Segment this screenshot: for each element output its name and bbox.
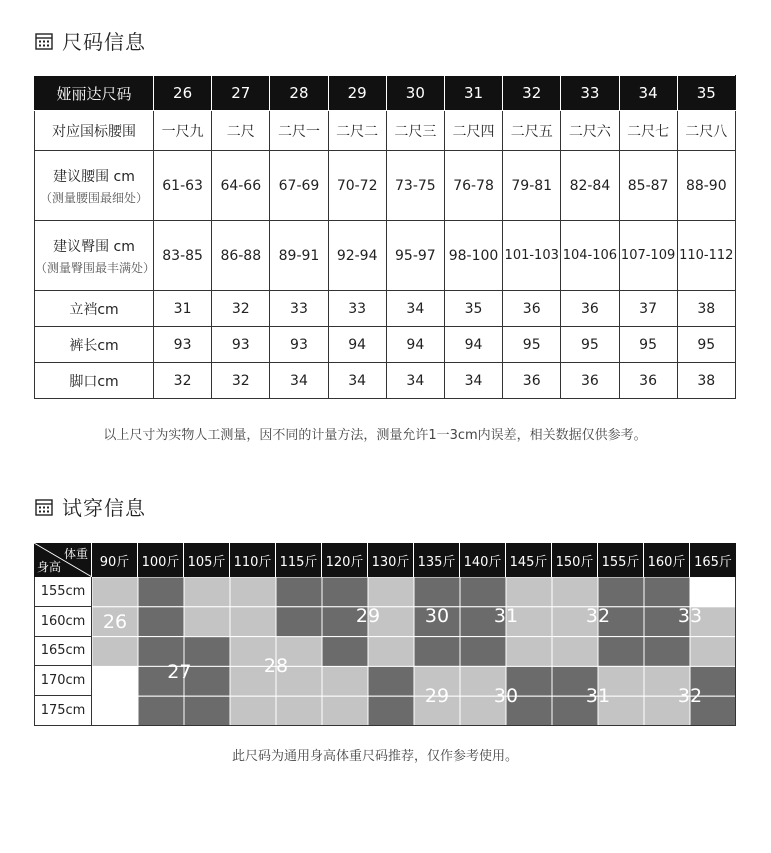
height-row-label: 170cm <box>34 666 92 696</box>
fit-info-title: 试穿信息 <box>62 496 146 520</box>
table-cell: 36 <box>503 363 561 399</box>
fit-cell <box>414 577 460 607</box>
fit-note: 此尺码为通用身高体重尺码推荐，仅作参考使用。 <box>231 749 518 764</box>
table-cell: 二尺七 <box>619 111 677 151</box>
table-cell: 36 <box>561 291 619 327</box>
table-cell: 32 <box>154 363 212 399</box>
fit-size-label: 28 <box>263 655 289 678</box>
size-header-cell: 35 <box>677 76 735 111</box>
size-header-cell: 32 <box>503 76 561 111</box>
weight-header: 140斤 <box>460 543 506 577</box>
table-cell: 104-106 <box>561 221 619 291</box>
fit-cell <box>276 607 322 637</box>
table-cell: 61-63 <box>154 151 212 221</box>
weight-header: 130斤 <box>368 543 414 577</box>
fit-cell <box>230 577 276 607</box>
table-cell: 33 <box>270 291 328 327</box>
size-note: 以上尺寸为实物人工测量，因不同的计量方法，测量允许1一3cm内误差，相关数据仅供参考。 <box>103 428 647 443</box>
table-cell: 82-84 <box>561 151 619 221</box>
table-cell: 89-91 <box>270 221 328 291</box>
row-label <box>35 111 154 151</box>
table-cell: 98-100 <box>444 221 502 291</box>
fit-cell <box>92 637 138 667</box>
size-header-cell: 27 <box>212 76 270 111</box>
calendar-icon <box>34 31 54 51</box>
table-cell: 93 <box>270 327 328 363</box>
table-cell: 94 <box>386 327 444 363</box>
table-cell: 33 <box>328 291 386 327</box>
table-cell: 94 <box>444 327 502 363</box>
fit-size-label: 30 <box>493 685 519 708</box>
table-cell: 36 <box>619 363 677 399</box>
fit-cell <box>322 666 368 696</box>
table-cell: 110-112 <box>677 221 735 291</box>
table-row <box>35 327 736 363</box>
row-label <box>35 291 154 327</box>
fit-cell <box>138 607 184 637</box>
fit-cell <box>644 637 690 667</box>
fit-info-heading <box>34 492 146 521</box>
fit-cell <box>552 577 598 607</box>
table-cell: 34 <box>386 363 444 399</box>
row-label-text: 立裆cm <box>69 301 119 318</box>
weight-header: 110斤 <box>230 543 276 577</box>
weight-header: 105斤 <box>184 543 230 577</box>
table-cell: 95 <box>561 327 619 363</box>
table-cell: 93 <box>154 327 212 363</box>
size-header-cell: 29 <box>328 76 386 111</box>
fit-cell <box>506 637 552 667</box>
fit-cell <box>138 696 184 726</box>
row-label-hint: （测量臀围最丰满处） <box>35 260 156 275</box>
table-row <box>35 291 736 327</box>
size-header-cell: 26 <box>154 76 212 111</box>
fit-cell <box>368 577 414 607</box>
fit-cell <box>460 637 506 667</box>
table-cell: 95-97 <box>386 221 444 291</box>
fit-cell <box>644 577 690 607</box>
table-cell: 64-66 <box>212 151 270 221</box>
size-header-cell: 33 <box>561 76 619 111</box>
table-row <box>35 151 736 221</box>
table-cell: 34 <box>386 291 444 327</box>
corner-height-label: 身高 <box>37 560 62 574</box>
weight-header: 90斤 <box>92 543 138 577</box>
fit-cell <box>506 577 552 607</box>
weight-header: 160斤 <box>644 543 690 577</box>
corner-weight-label: 体重 <box>63 547 88 561</box>
table-cell: 34 <box>270 363 328 399</box>
table-cell: 二尺五 <box>503 111 561 151</box>
fit-size-label: 29 <box>355 604 381 627</box>
weight-header: 165斤 <box>690 543 736 577</box>
fit-size-label: 29 <box>424 685 450 708</box>
table-cell: 73-75 <box>386 151 444 221</box>
fit-cell <box>322 637 368 667</box>
fit-cell <box>368 637 414 667</box>
table-cell: 95 <box>503 327 561 363</box>
fit-size-label: 34 <box>746 625 771 648</box>
table-cell: 二尺三 <box>386 111 444 151</box>
fit-size-label: 30 <box>424 604 450 627</box>
table-cell: 86-88 <box>212 221 270 291</box>
size-info-title: 尺码信息 <box>62 30 146 54</box>
fit-size-label: 32 <box>585 604 611 627</box>
table-cell: 二尺 <box>212 111 270 151</box>
table-cell: 32 <box>212 291 270 327</box>
calendar-icon <box>34 497 54 517</box>
table-cell: 36 <box>503 291 561 327</box>
row-label-hint: （测量腰围最细处） <box>39 190 148 205</box>
fit-cell <box>184 607 230 637</box>
fit-size-label: 31 <box>585 685 611 708</box>
row-label <box>35 363 154 399</box>
table-cell: 34 <box>328 363 386 399</box>
height-row-label: 175cm <box>34 696 92 726</box>
table-cell: 67-69 <box>270 151 328 221</box>
table-cell: 85-87 <box>619 151 677 221</box>
fit-cell <box>552 637 598 667</box>
table-cell: 79-81 <box>503 151 561 221</box>
table-cell: 36 <box>561 363 619 399</box>
fit-cell <box>92 577 138 607</box>
table-cell: 32 <box>212 363 270 399</box>
row-label <box>35 327 154 363</box>
size-info-heading <box>34 26 146 55</box>
size-header-cell: 31 <box>444 76 502 111</box>
weight-header: 145斤 <box>506 543 552 577</box>
fit-cell <box>276 577 322 607</box>
table-cell: 二尺一 <box>270 111 328 151</box>
size-header-cell: 34 <box>619 76 677 111</box>
fit-size-label: 31 <box>493 604 519 627</box>
row-label-text: 裤长cm <box>69 337 119 354</box>
weight-header: 150斤 <box>552 543 598 577</box>
row-label-text: 建议腰围 cm <box>53 168 135 185</box>
fit-cell <box>598 637 644 667</box>
weight-header: 155斤 <box>598 543 644 577</box>
row-label-text: 对应国标腰围 <box>52 123 136 140</box>
table-cell: 107-109 <box>619 221 677 291</box>
weight-header: 120斤 <box>322 543 368 577</box>
fit-size-label: 27 <box>167 661 192 684</box>
table-cell: 95 <box>677 327 735 363</box>
table-cell: 76-78 <box>444 151 502 221</box>
table-row <box>35 111 736 151</box>
row-label <box>35 151 154 221</box>
fit-size-label: 33 <box>677 604 703 627</box>
table-row <box>35 221 736 291</box>
table-cell: 88-90 <box>677 151 735 221</box>
table-cell: 二尺六 <box>561 111 619 151</box>
weight-header: 100斤 <box>138 543 184 577</box>
row-label-text: 脚口cm <box>69 373 119 390</box>
fit-cell <box>230 696 276 726</box>
fit-grid <box>34 543 771 726</box>
table-cell: 二尺二 <box>328 111 386 151</box>
table-cell: 95 <box>619 327 677 363</box>
fit-cell <box>368 666 414 696</box>
size-table-header <box>35 76 736 111</box>
fit-cell <box>322 696 368 726</box>
table-cell: 34 <box>444 363 502 399</box>
table-row <box>35 363 736 399</box>
fit-cell <box>460 577 506 607</box>
size-header-cell: 30 <box>386 76 444 111</box>
table-cell: 93 <box>212 327 270 363</box>
table-cell: 二尺八 <box>677 111 735 151</box>
height-row-label: 160cm <box>34 607 92 637</box>
table-cell: 37 <box>619 291 677 327</box>
fit-cell <box>184 696 230 726</box>
row-label-text: 建议臀围 cm <box>53 238 135 255</box>
height-row-label: 155cm <box>34 577 92 607</box>
table-cell: 一尺九 <box>154 111 212 151</box>
table-cell: 94 <box>328 327 386 363</box>
table-cell: 38 <box>677 291 735 327</box>
weight-header: 135斤 <box>414 543 460 577</box>
table-cell: 二尺四 <box>444 111 502 151</box>
fit-cell <box>322 577 368 607</box>
fit-cell <box>138 577 184 607</box>
table-cell: 35 <box>444 291 502 327</box>
fit-size-label: 32 <box>677 685 703 708</box>
fit-cell <box>598 577 644 607</box>
row-label <box>35 221 154 291</box>
height-row-label: 165cm <box>34 637 92 667</box>
table-cell: 38 <box>677 363 735 399</box>
fit-size-label: 33 <box>746 685 771 708</box>
brand-size-header: 娅丽达尺码 <box>35 76 154 111</box>
fit-cell <box>690 637 736 667</box>
table-cell: 83-85 <box>154 221 212 291</box>
grid-corner <box>34 543 92 577</box>
table-cell: 92-94 <box>328 221 386 291</box>
fit-cell <box>414 637 460 667</box>
weight-header: 115斤 <box>276 543 322 577</box>
table-cell: 70-72 <box>328 151 386 221</box>
fit-cell <box>368 696 414 726</box>
table-cell: 31 <box>154 291 212 327</box>
fit-size-label: 26 <box>102 610 128 633</box>
size-table <box>34 75 736 399</box>
size-header-cell: 28 <box>270 76 328 111</box>
fit-cell <box>184 577 230 607</box>
table-cell: 101-103 <box>503 221 561 291</box>
fit-cell <box>276 696 322 726</box>
fit-cell <box>230 607 276 637</box>
